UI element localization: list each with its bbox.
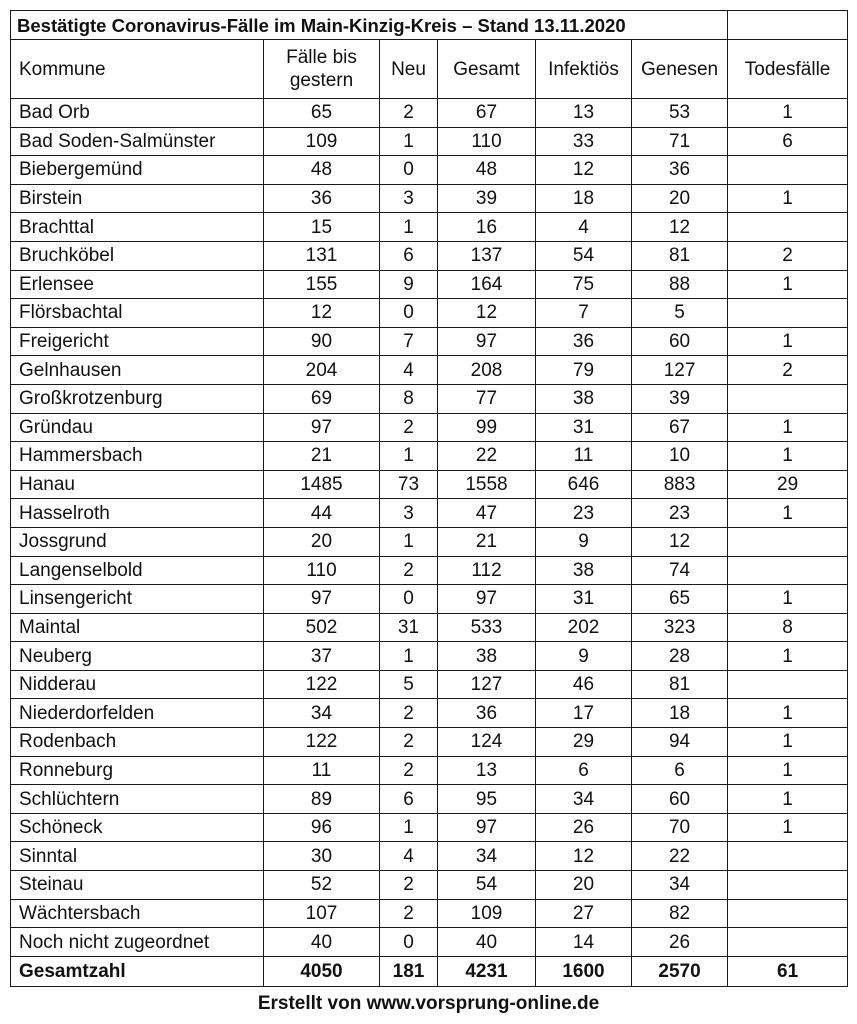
table-row: [11, 556, 848, 585]
header-gesamt: Gesamt: [438, 40, 536, 99]
cell-gesamt: 95: [438, 785, 536, 814]
table-row: [11, 499, 848, 528]
cell-todesfaelle: 1: [728, 756, 848, 785]
cell-gesamt: 22: [438, 442, 536, 471]
cell-faelle: 97: [264, 413, 380, 442]
table-title-row: [11, 11, 848, 40]
table-row: [11, 384, 848, 413]
cell-todesfaelle: 1: [728, 270, 848, 299]
cell-faelle: 1485: [264, 470, 380, 499]
cell-neu: 1: [380, 642, 438, 671]
cell-neu: 3: [380, 499, 438, 528]
cell-neu: 0: [380, 928, 438, 957]
cell-neu: 2: [380, 871, 438, 900]
cell-gesamt: 124: [438, 728, 536, 757]
footer-credit: Erstellt von www.vorsprung-online.de: [257, 993, 600, 1014]
cell-gesamt: 39: [438, 184, 536, 213]
cell-neu: 2: [380, 99, 438, 128]
table-row: [11, 413, 848, 442]
cell-infektioes: 20: [536, 871, 632, 900]
cell-genesen: 12: [632, 213, 728, 242]
table-row: [11, 99, 848, 128]
cell-todesfaelle: 1: [728, 413, 848, 442]
cell-genesen: 323: [632, 613, 728, 642]
cell-genesen: 6: [632, 756, 728, 785]
cell-todesfaelle: [728, 670, 848, 699]
cell-todesfaelle: 8: [728, 613, 848, 642]
cell-kommune: Schlüchtern: [11, 785, 264, 814]
cell-genesen: 10: [632, 442, 728, 471]
cell-todesfaelle: 2: [728, 241, 848, 270]
cell-kommune: Hasselroth: [11, 499, 264, 528]
cell-todesfaelle: 29: [728, 470, 848, 499]
cell-neu: 5: [380, 670, 438, 699]
cell-infektioes: 38: [536, 384, 632, 413]
cell-kommune: Noch nicht zugeordnet: [11, 928, 264, 957]
cell-infektioes: 6: [536, 756, 632, 785]
cell-neu: 4: [380, 356, 438, 385]
cell-faelle: 155: [264, 270, 380, 299]
table-row: [11, 728, 848, 757]
cases-table: [10, 10, 848, 987]
cell-neu: 0: [380, 585, 438, 614]
cell-infektioes: 4: [536, 213, 632, 242]
cell-kommune: Linsengericht: [11, 585, 264, 614]
header-row: [11, 40, 848, 99]
table-row: [11, 442, 848, 471]
cell-faelle: 11: [264, 756, 380, 785]
header-genesen: Genesen: [632, 40, 728, 99]
cell-gesamt: 109: [438, 899, 536, 928]
cell-faelle: 15: [264, 213, 380, 242]
cell-genesen: 39: [632, 384, 728, 413]
table-row: [11, 642, 848, 671]
cell-genesen: 67: [632, 413, 728, 442]
header-faelle-line1: Fälle bis: [286, 47, 357, 68]
cell-kommune: Ronneburg: [11, 756, 264, 785]
cell-kommune: Biebergemünd: [11, 156, 264, 185]
cell-infektioes: 54: [536, 241, 632, 270]
cell-kommune: Nidderau: [11, 670, 264, 699]
title-empty-cell: [728, 11, 848, 40]
cell-kommune: Gründau: [11, 413, 264, 442]
table-row: [11, 785, 848, 814]
cell-gesamt: 12: [438, 299, 536, 328]
cell-genesen: 883: [632, 470, 728, 499]
cell-genesen: 2570: [632, 956, 728, 986]
cell-genesen: 127: [632, 356, 728, 385]
cell-faelle: 21: [264, 442, 380, 471]
cell-faelle: 20: [264, 527, 380, 556]
cell-faelle: 37: [264, 642, 380, 671]
table-row: [11, 184, 848, 213]
cell-kommune: Bad Soden-Salmünster: [11, 127, 264, 156]
cell-todesfaelle: [728, 556, 848, 585]
cell-todesfaelle: [728, 527, 848, 556]
cell-kommune: Hammersbach: [11, 442, 264, 471]
cell-gesamt: 67: [438, 99, 536, 128]
cell-gesamt: 208: [438, 356, 536, 385]
cell-faelle: 36: [264, 184, 380, 213]
table-row: [11, 585, 848, 614]
cell-infektioes: 46: [536, 670, 632, 699]
cell-infektioes: 34: [536, 785, 632, 814]
cell-neu: 0: [380, 156, 438, 185]
table-row: [11, 127, 848, 156]
cell-neu: 1: [380, 813, 438, 842]
table-row: [11, 899, 848, 928]
cell-infektioes: 12: [536, 156, 632, 185]
cell-faelle: 48: [264, 156, 380, 185]
cell-kommune: Hanau: [11, 470, 264, 499]
cell-gesamt: 48: [438, 156, 536, 185]
cell-neu: 2: [380, 699, 438, 728]
cell-infektioes: 31: [536, 585, 632, 614]
cell-gesamt: 533: [438, 613, 536, 642]
cell-infektioes: 38: [536, 556, 632, 585]
table-row: [11, 527, 848, 556]
cell-infektioes: 11: [536, 442, 632, 471]
cell-neu: 73: [380, 470, 438, 499]
cell-kommune: Erlensee: [11, 270, 264, 299]
cell-faelle: 52: [264, 871, 380, 900]
header-faelle-line2: gestern: [289, 70, 354, 91]
cell-genesen: 36: [632, 156, 728, 185]
cell-todesfaelle: 1: [728, 442, 848, 471]
cell-neu: 2: [380, 413, 438, 442]
table-row: [11, 613, 848, 642]
total-row: [11, 956, 848, 986]
cell-gesamt: 40: [438, 928, 536, 957]
cell-infektioes: 202: [536, 613, 632, 642]
cell-neu: 2: [380, 899, 438, 928]
cell-infektioes: 9: [536, 642, 632, 671]
cell-genesen: 18: [632, 699, 728, 728]
cell-neu: 6: [380, 785, 438, 814]
cell-infektioes: 75: [536, 270, 632, 299]
cell-neu: 2: [380, 556, 438, 585]
cell-neu: 1: [380, 442, 438, 471]
cell-todesfaelle: 1: [728, 499, 848, 528]
cell-todesfaelle: 1: [728, 785, 848, 814]
cell-todesfaelle: 6: [728, 127, 848, 156]
cell-gesamt: 13: [438, 756, 536, 785]
table-row: [11, 871, 848, 900]
cell-genesen: 5: [632, 299, 728, 328]
cell-gesamt: 97: [438, 813, 536, 842]
cell-kommune: Rodenbach: [11, 728, 264, 757]
table-row: [11, 299, 848, 328]
cell-kommune: Großkrotzenburg: [11, 384, 264, 413]
cell-infektioes: 27: [536, 899, 632, 928]
cell-infektioes: 646: [536, 470, 632, 499]
table-title: Bestätigte Coronavirus-Fälle im Main-Kinzig-Kreis – Stand 13.11.2020: [11, 11, 728, 40]
cell-infektioes: 18: [536, 184, 632, 213]
cell-genesen: 82: [632, 899, 728, 928]
cell-kommune: Neuberg: [11, 642, 264, 671]
cell-faelle: 90: [264, 327, 380, 356]
cell-gesamt: 47: [438, 499, 536, 528]
header-todesfaelle: Todesfälle: [728, 40, 848, 99]
cell-genesen: 74: [632, 556, 728, 585]
cell-gesamt: 137: [438, 241, 536, 270]
cell-faelle: 107: [264, 899, 380, 928]
cell-neu: 8: [380, 384, 438, 413]
cell-neu: 31: [380, 613, 438, 642]
cell-kommune: Birstein: [11, 184, 264, 213]
cell-neu: 7: [380, 327, 438, 356]
cell-faelle: 34: [264, 699, 380, 728]
cell-gesamt: 54: [438, 871, 536, 900]
cell-faelle: 12: [264, 299, 380, 328]
table-row: [11, 813, 848, 842]
cell-todesfaelle: 61: [728, 956, 848, 986]
cell-genesen: 20: [632, 184, 728, 213]
cell-infektioes: 33: [536, 127, 632, 156]
cell-gesamt: 97: [438, 585, 536, 614]
cell-todesfaelle: 1: [728, 813, 848, 842]
cell-genesen: 70: [632, 813, 728, 842]
cell-genesen: 60: [632, 327, 728, 356]
cell-neu: 3: [380, 184, 438, 213]
cell-gesamt: 110: [438, 127, 536, 156]
cell-faelle: 109: [264, 127, 380, 156]
cell-todesfaelle: 1: [728, 327, 848, 356]
cell-todesfaelle: [728, 384, 848, 413]
cell-todesfaelle: 1: [728, 728, 848, 757]
cell-todesfaelle: [728, 871, 848, 900]
cell-infektioes: 12: [536, 842, 632, 871]
cell-gesamt: 36: [438, 699, 536, 728]
cell-genesen: 71: [632, 127, 728, 156]
table-row: [11, 928, 848, 957]
cell-todesfaelle: [728, 299, 848, 328]
cell-infektioes: 36: [536, 327, 632, 356]
cell-faelle: 30: [264, 842, 380, 871]
table-row: [11, 327, 848, 356]
cell-genesen: 28: [632, 642, 728, 671]
cell-infektioes: 1600: [536, 956, 632, 986]
cell-neu: 2: [380, 756, 438, 785]
cell-kommune: Niederdorfelden: [11, 699, 264, 728]
cell-faelle: 96: [264, 813, 380, 842]
cell-genesen: 26: [632, 928, 728, 957]
cell-genesen: 53: [632, 99, 728, 128]
cell-gesamt: 77: [438, 384, 536, 413]
cell-gesamt: 112: [438, 556, 536, 585]
cell-gesamt: 99: [438, 413, 536, 442]
cell-kommune: Steinau: [11, 871, 264, 900]
cell-faelle: 204: [264, 356, 380, 385]
cell-kommune: Jossgrund: [11, 527, 264, 556]
cell-infektioes: 7: [536, 299, 632, 328]
cell-gesamt: 1558: [438, 470, 536, 499]
cell-kommune: Maintal: [11, 613, 264, 642]
cell-genesen: 60: [632, 785, 728, 814]
cell-infektioes: 26: [536, 813, 632, 842]
cell-faelle: 69: [264, 384, 380, 413]
cell-neu: 1: [380, 213, 438, 242]
cell-gesamt: 4231: [438, 956, 536, 986]
cell-genesen: 81: [632, 670, 728, 699]
cell-gesamt: 97: [438, 327, 536, 356]
cell-faelle: 4050: [264, 956, 380, 986]
table-row: [11, 156, 848, 185]
cell-neu: 1: [380, 527, 438, 556]
cell-genesen: 12: [632, 527, 728, 556]
table-row: [11, 670, 848, 699]
cell-genesen: 88: [632, 270, 728, 299]
cell-faelle: 502: [264, 613, 380, 642]
cell-neu: 4: [380, 842, 438, 871]
cell-todesfaelle: 1: [728, 99, 848, 128]
cell-genesen: 23: [632, 499, 728, 528]
cell-kommune: Sinntal: [11, 842, 264, 871]
cell-todesfaelle: 1: [728, 184, 848, 213]
cell-gesamt: 127: [438, 670, 536, 699]
cell-gesamt: 34: [438, 842, 536, 871]
cell-gesamt: 38: [438, 642, 536, 671]
cell-genesen: 22: [632, 842, 728, 871]
header-kommune: Kommune: [11, 40, 264, 99]
cell-neu: 0: [380, 299, 438, 328]
table-row: [11, 241, 848, 270]
cell-kommune: Schöneck: [11, 813, 264, 842]
cell-infektioes: 79: [536, 356, 632, 385]
cell-neu: 1: [380, 127, 438, 156]
cell-faelle: 110: [264, 556, 380, 585]
header-faelle-bis-gestern: [264, 40, 380, 99]
cell-neu: 9: [380, 270, 438, 299]
table-row: [11, 470, 848, 499]
cell-todesfaelle: 1: [728, 585, 848, 614]
cell-infektioes: 17: [536, 699, 632, 728]
cell-infektioes: 13: [536, 99, 632, 128]
cell-todesfaelle: 1: [728, 699, 848, 728]
table-row: [11, 699, 848, 728]
cell-genesen: 34: [632, 871, 728, 900]
cell-todesfaelle: [728, 842, 848, 871]
cell-kommune: Freigericht: [11, 327, 264, 356]
cell-faelle: 131: [264, 241, 380, 270]
header-infektioes: Infektiös: [536, 40, 632, 99]
cell-gesamt: 21: [438, 527, 536, 556]
cell-kommune: Flörsbachtal: [11, 299, 264, 328]
cell-kommune: Gesamtzahl: [11, 956, 264, 986]
cell-gesamt: 16: [438, 213, 536, 242]
cell-kommune: Bad Orb: [11, 99, 264, 128]
cell-todesfaelle: [728, 928, 848, 957]
cell-genesen: 81: [632, 241, 728, 270]
table-row: [11, 842, 848, 871]
cell-faelle: 97: [264, 585, 380, 614]
cell-gesamt: 164: [438, 270, 536, 299]
cell-infektioes: 9: [536, 527, 632, 556]
cell-faelle: 65: [264, 99, 380, 128]
cell-infektioes: 23: [536, 499, 632, 528]
table-row: [11, 270, 848, 299]
header-neu: Neu: [380, 40, 438, 99]
cell-todesfaelle: [728, 213, 848, 242]
cell-infektioes: 29: [536, 728, 632, 757]
table-row: [11, 356, 848, 385]
cell-faelle: 44: [264, 499, 380, 528]
cell-kommune: Langenselbold: [11, 556, 264, 585]
cell-faelle: 122: [264, 670, 380, 699]
table-row: [11, 756, 848, 785]
cell-todesfaelle: [728, 899, 848, 928]
cell-todesfaelle: 2: [728, 356, 848, 385]
cell-kommune: Bruchköbel: [11, 241, 264, 270]
cell-neu: 181: [380, 956, 438, 986]
cell-kommune: Wächtersbach: [11, 899, 264, 928]
cell-infektioes: 14: [536, 928, 632, 957]
cell-genesen: 65: [632, 585, 728, 614]
cell-kommune: Brachttal: [11, 213, 264, 242]
cell-kommune: Gelnhausen: [11, 356, 264, 385]
cell-neu: 2: [380, 728, 438, 757]
cell-faelle: 89: [264, 785, 380, 814]
cell-todesfaelle: 1: [728, 642, 848, 671]
table-row: [11, 213, 848, 242]
cell-faelle: 122: [264, 728, 380, 757]
cell-infektioes: 31: [536, 413, 632, 442]
cell-todesfaelle: [728, 156, 848, 185]
cell-genesen: 94: [632, 728, 728, 757]
cell-neu: 6: [380, 241, 438, 270]
cell-faelle: 40: [264, 928, 380, 957]
